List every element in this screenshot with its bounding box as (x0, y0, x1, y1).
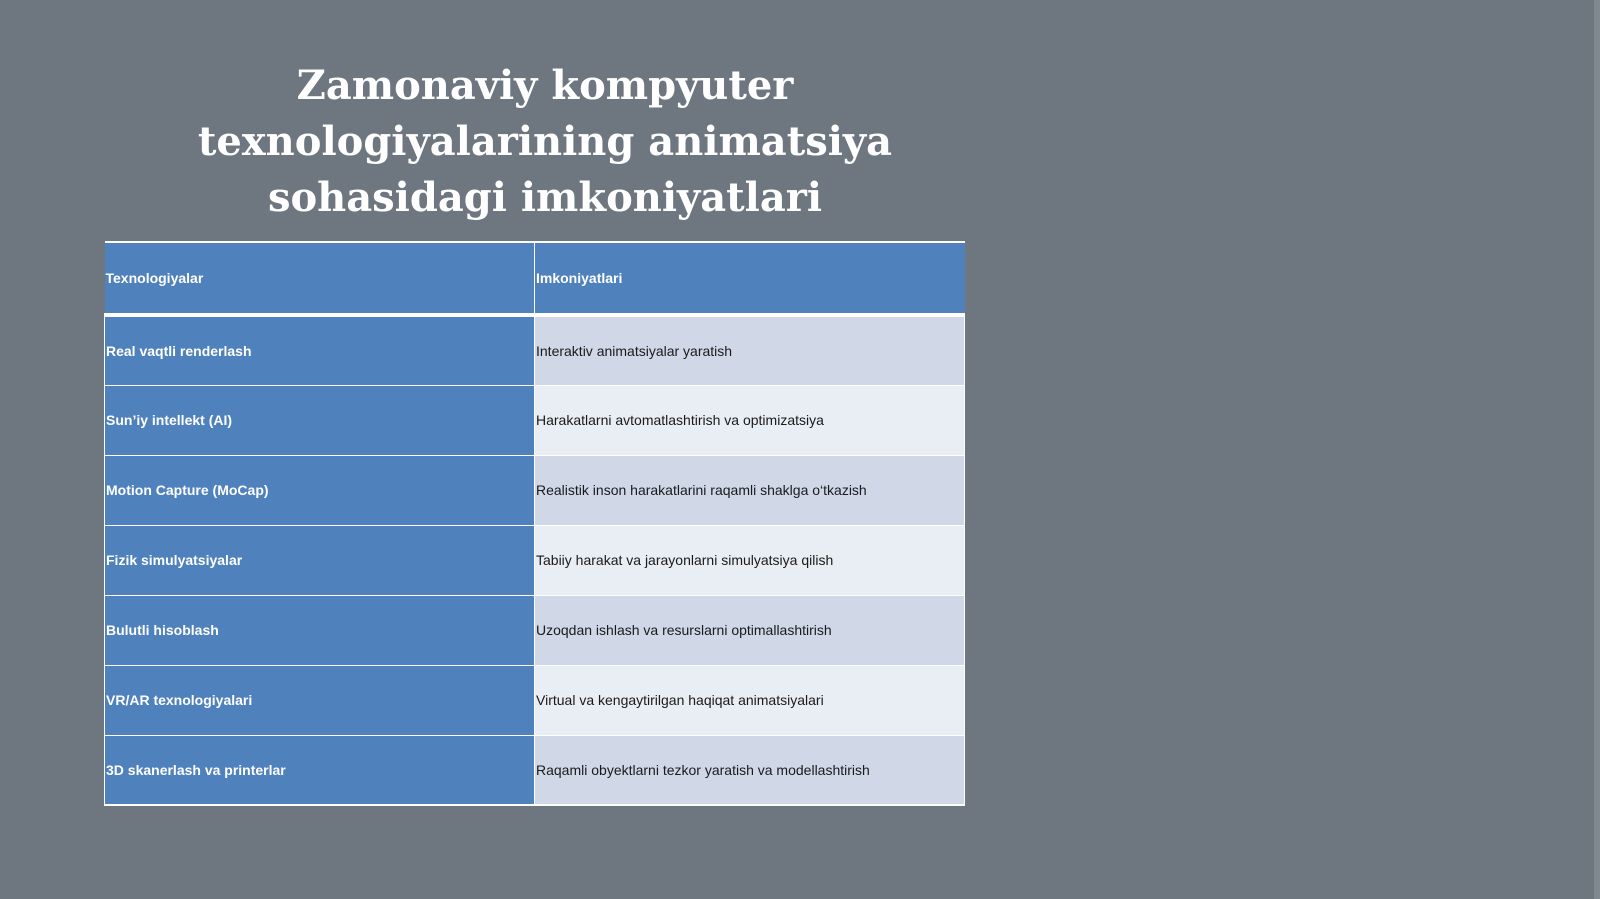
capability-cell: Interaktiv animatsiyalar yaratish (535, 315, 965, 385)
table-row (105, 665, 965, 735)
technology-table (104, 241, 965, 806)
table-row (105, 735, 965, 805)
slide-title (140, 58, 950, 226)
capability-cell: Uzoqdan ishlash va resurslarni optimallashtirish (535, 595, 965, 665)
slide-title-line-3: sohasidagi imkoniyatlari (267, 174, 823, 221)
technology-cell: Real vaqtli renderlash (105, 315, 535, 385)
column-header-capabilities: Imkoniyatlari (535, 242, 965, 315)
slide-right-edge (1594, 0, 1600, 899)
capability-cell: Harakatlarni avtomatlashtirish va optimizatsiya (535, 385, 965, 455)
technology-cell: Fizik simulyatsiyalar (105, 525, 535, 595)
table-row (105, 315, 965, 385)
table-row (105, 455, 965, 525)
capability-cell: Realistik inson harakatlarini raqamli shaklga o‘tkazish (535, 455, 965, 525)
capability-cell: Virtual va kengaytirilgan haqiqat animatsiyalari (535, 665, 965, 735)
technology-cell: Bulutli hisoblash (105, 595, 535, 665)
table-row (105, 385, 965, 455)
slide-title-line-2: texnologiyalarining animatsiya (197, 118, 893, 165)
technology-cell: 3D skanerlash va printerlar (105, 735, 535, 805)
table-row (105, 525, 965, 595)
table-row (105, 595, 965, 665)
slide-title-line-1: Zamonaviy kompyuter (296, 62, 794, 109)
table-header-row (105, 242, 965, 315)
capability-cell: Raqamli obyektlarni tezkor yaratish va modellashtirish (535, 735, 965, 805)
capability-cell: Tabiiy harakat va jarayonlarni simulyatsiya qilish (535, 525, 965, 595)
technology-cell: VR/AR texnologiyalari (105, 665, 535, 735)
technology-cell: Sun’iy intellekt (AI) (105, 385, 535, 455)
technology-cell: Motion Capture (MoCap) (105, 455, 535, 525)
column-header-technologies: Texnologiyalar (105, 242, 535, 315)
